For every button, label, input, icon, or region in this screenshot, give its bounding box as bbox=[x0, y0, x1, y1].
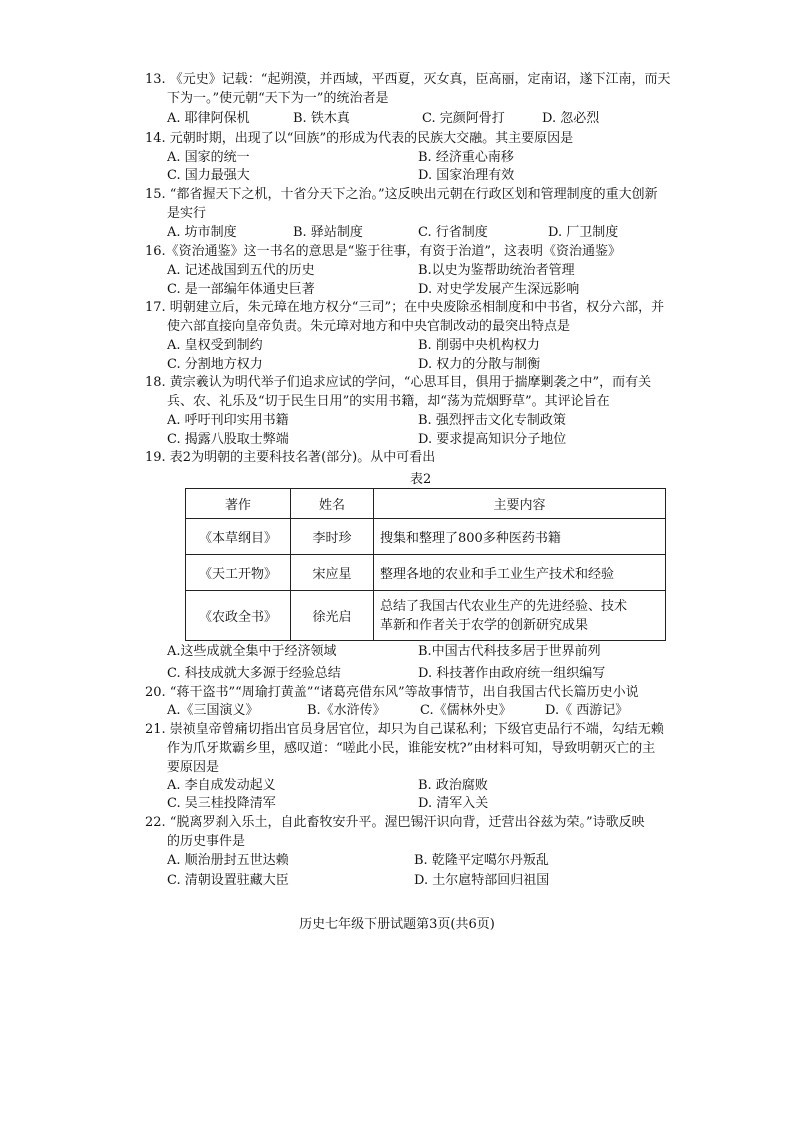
q18-option-b: B. 强烈抨击文化专制政策 bbox=[418, 413, 566, 428]
table-header-content: 主要内容 bbox=[374, 489, 666, 519]
table-caption: 表2 bbox=[410, 472, 432, 487]
q22-option-d: D. 土尔扈特部回归祖国 bbox=[414, 873, 550, 888]
q14-option-d: D. 国家治理有效 bbox=[418, 168, 515, 183]
table-header-work: 著作 bbox=[186, 489, 291, 519]
q16-option-d: D. 对史学发展产生深远影响 bbox=[418, 282, 580, 297]
q15-stem-line1: 15. “都省握天下之机，十省分天下之治。”这反映出元朝在行政区划和管理制度的重大创新 bbox=[145, 187, 658, 202]
q19-stem-line1: 19. 表2为明朝的主要科技名著(部分)。从中可看出 bbox=[145, 450, 436, 465]
q16-option-b: B.以史为鉴帮助统治者管理 bbox=[418, 263, 575, 278]
q19-option-d: D. 科技著作由政府统一组织编写 bbox=[418, 666, 606, 681]
table-cell-content-line: 革新和作者关于农学的创新研究成果 bbox=[380, 617, 589, 633]
q17-stem-line1: 17. 明朝建立后，朱元璋在地方权分“三司”；在中央废除丞相制度和中书省，权分六部，并 bbox=[145, 300, 665, 315]
q21-option-c: C. 吴三桂投降清军 bbox=[167, 796, 276, 811]
q22-option-a: A. 顺治册封五世达赖 bbox=[167, 853, 289, 868]
q21-option-b: B. 政治腐败 bbox=[418, 778, 488, 793]
table-row bbox=[186, 591, 666, 641]
q22-option-b: B. 乾隆平定噶尔丹叛乱 bbox=[414, 853, 549, 868]
q20-option-b: B.《水浒传》 bbox=[307, 703, 386, 718]
page-footer: 历史七年级下册试题第3页(共6页) bbox=[299, 917, 495, 932]
q15-option-b: B. 驿站制度 bbox=[293, 225, 363, 240]
q21-stem-line3: 要原因是 bbox=[167, 760, 220, 775]
q14-stem-line1: 14. 元朝时期，出现了以“回族”的形成为代表的民族大交融。其主要原因是 bbox=[145, 131, 574, 146]
q18-stem-line2: 兵、农、礼乐及“切于民生日用”的实用书籍，却“荡为荒烟野草”。其评论旨在 bbox=[167, 394, 610, 409]
q22-stem-line2: 的历史事件是 bbox=[167, 834, 246, 849]
q19-option-c: C. 科技成就大多源于经验总结 bbox=[167, 666, 341, 681]
table-cell-content bbox=[374, 591, 666, 641]
table-header-row bbox=[186, 489, 666, 519]
q21-stem-line2: 作为爪牙欺霸乡里，感叹道：“嗟此小民，谁能安枕?”由材料可知，导致明朝灭亡的主 bbox=[167, 741, 656, 756]
table-cell-content-line: 总结了我国古代农业生产的先进经验、技术 bbox=[380, 598, 628, 614]
table-cell-name: 徐光启 bbox=[291, 591, 374, 641]
table-cell-work: 《本草纲目》 bbox=[186, 519, 291, 555]
q17-option-c: C. 分割地方权力 bbox=[167, 357, 263, 372]
table-row bbox=[186, 555, 666, 591]
q15-option-a: A. 坊市制度 bbox=[167, 225, 237, 240]
table-cell-content bbox=[374, 519, 666, 555]
q21-option-a: A. 李自成发动起义 bbox=[167, 778, 276, 793]
q13-option-a: A. 耶律阿保机 bbox=[167, 111, 250, 126]
q17-option-d: D. 权力的分散与制衡 bbox=[418, 357, 541, 372]
table-cell-work: 《农政全书》 bbox=[186, 591, 291, 641]
q17-stem-line2: 使六部直接向皇帝负责。朱元璋对地方和中央官制改动的最突出特点是 bbox=[167, 319, 571, 334]
q17-option-a: A. 皇权受到制约 bbox=[167, 338, 263, 353]
q21-option-d: D. 清军入关 bbox=[418, 796, 489, 811]
q13-stem-line1: 13. 《元史》记载：“起朔漠，并西域，平西夏，灭女真，臣高丽，定南诏，遂下江南，而天 bbox=[145, 72, 671, 87]
q22-option-c: C. 清朝设置驻藏大臣 bbox=[167, 873, 289, 888]
q15-option-c: C. 行省制度 bbox=[418, 225, 488, 240]
q16-option-a: A. 记述战国到五代的历史 bbox=[167, 263, 315, 278]
q14-option-b: B. 经济重心南移 bbox=[418, 150, 514, 165]
q17-option-b: B. 削弱中央机构权力 bbox=[418, 338, 540, 353]
q13-option-d: D. 忽必烈 bbox=[542, 111, 600, 126]
q18-stem-line1: 18. 黄宗羲认为明代举子们追求应试的学问，“心思耳目，俱用于揣摩剿袭之中”，而有关 bbox=[145, 375, 652, 390]
q18-option-a: A. 呼吁刊印实用书籍 bbox=[167, 413, 289, 428]
table-cell-content-line: 搜集和整理了800多种医药书籍 bbox=[380, 531, 561, 546]
table-cell-work: 《天工开物》 bbox=[186, 555, 291, 591]
table-cell-content bbox=[374, 555, 666, 591]
table-cell-name: 宋应星 bbox=[291, 555, 374, 591]
table-row bbox=[186, 519, 666, 555]
table-header-name: 姓名 bbox=[291, 489, 374, 519]
q19-option-a: A.这些成就全集中于经济领域 bbox=[167, 644, 337, 659]
q20-option-c: C.《儒林外史》 bbox=[420, 703, 512, 718]
table-cell-name: 李时珍 bbox=[291, 519, 374, 555]
q20-option-d: D.《 西游记》 bbox=[545, 703, 629, 718]
q15-stem-line2: 是实行 bbox=[167, 206, 207, 221]
q16-stem-line1: 16.《资治通鉴》这一书名的意思是“鉴于往事，有资于治道”，这表明《资治通鉴》 bbox=[145, 244, 621, 259]
q18-option-d: D. 要求提高知识分子地位 bbox=[418, 432, 567, 447]
q20-stem-line1: 20. “蒋干盗书”“周瑜打黄盖”“诸葛亮借东风”等故事情节，出自我国古代长篇历史小说 bbox=[145, 685, 639, 700]
q21-stem-line1: 21. 崇祯皇帝曾痛切指出官员身居官位，却只为自己谋私利；下级官吏品行不端，勾结无赖 bbox=[145, 722, 664, 737]
q20-option-a: A.《三国演义》 bbox=[167, 703, 259, 718]
q22-stem-line1: 22. “脱离罗刹入乐土，自此畜牧安升平。渥巴锡汗识向背，迁营出谷兹为荣。”诗歌反映 bbox=[145, 815, 645, 830]
q14-option-a: A. 国家的统一 bbox=[167, 150, 250, 165]
q19-option-b: B.中国古代科技多居于世界前列 bbox=[418, 644, 601, 659]
q16-option-c: C. 是一部编年体通史巨著 bbox=[167, 282, 315, 297]
science-works-table bbox=[185, 488, 666, 641]
q18-option-c: C. 揭露八股取士弊端 bbox=[167, 432, 289, 447]
q13-stem-line2: 下为一。”使元朝“天下为一”的统治者是 bbox=[167, 91, 389, 106]
table-cell-content-line: 整理各地的农业和手工业生产技术和经验 bbox=[380, 567, 615, 582]
q14-option-c: C. 国力最强大 bbox=[167, 168, 250, 183]
q13-option-c: C. 完颜阿骨打 bbox=[422, 111, 505, 126]
q13-option-b: B. 铁木真 bbox=[293, 111, 350, 126]
q15-option-d: D. 厂卫制度 bbox=[548, 225, 619, 240]
